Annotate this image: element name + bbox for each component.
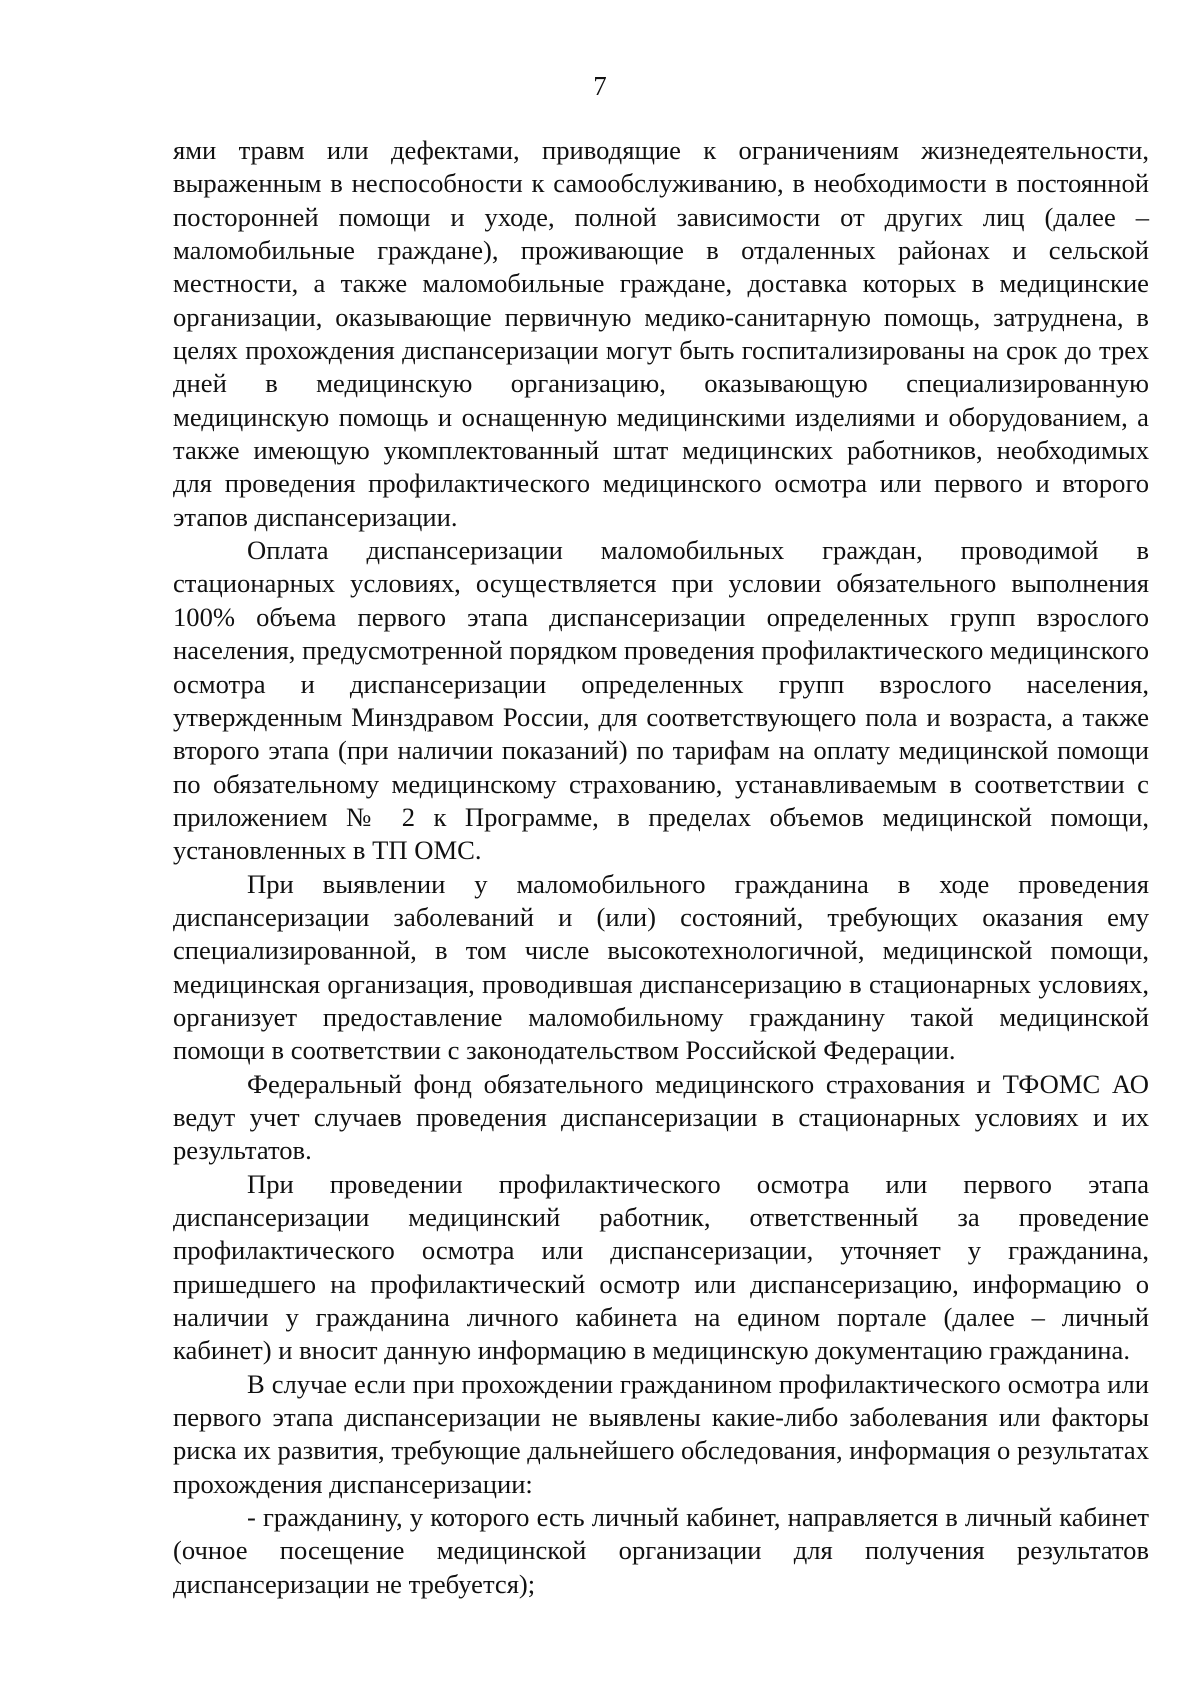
page-number: 7	[593, 71, 607, 101]
paragraph-5: При проведении профилактического осмотра или первого этапа диспансеризации медицинский работник, ответственный за проведение профилактического осмотра или диспансеризации, уточняет у гражданина, пришедшего на профилактический осмотр или диспансеризацию, информацию о наличии у гражданина личного кабинета на едином портале (далее – личный кабинет) и вносит данную информацию в медицинскую документацию гражданина.	[173, 1168, 1149, 1366]
paragraph-4: Федеральный фонд обязательного медицинского страхования и ТФОМС АО ведут учет случаев проведения диспансеризации в стационарных условиях и их результатов.	[173, 1068, 1149, 1166]
paragraph-7-list-item: - гражданину, у которого есть личный кабинет, направляется в личный кабинет (очное посещение медицинской организации для получения результатов диспансеризации не требуется);	[173, 1502, 1149, 1599]
paragraph-3: При выявлении у маломобильного гражданина в ходе проведения диспансеризации заболеваний и (или) состояний, требующих оказания ему специализированной, в том числе высокотехнологичной, медицинской помощи, медицинская организация, проводившая диспансеризацию в стационарных условиях, организует предоставление маломобильному гражданину такой медицинской помощи в соответствии с законодательством Российской Федерации.	[173, 868, 1149, 1066]
document-body	[173, 134, 1149, 1601]
paragraph-6: В случае если при прохождении гражданином профилактического осмотра или первого этапа диспансеризации не выявлены какие-либо заболевания или факторы риска их развития, требующие дальнейшего обследования, информация о результатах прохождения диспансеризации:	[173, 1368, 1149, 1499]
paragraph-1: ями травм или дефектами, приводящие к ограничениям жизнедеятельности, выраженным в неспособности к самообслуживанию, в необходимости в постоянной посторонней помощи и уходе, полной зависимости от других лиц (далее – маломобильные граждане), проживающие в отдаленных районах и сельской местности, а также маломобильные граждане, доставка которых в медицинские организации, оказывающие первичную медико-санитарную помощь, затруднена, в целях прохождения диспансеризации могут быть госпитализированы на срок до трех дней в медицинскую организацию, оказывающую специализированную медицинскую помощь и оснащенную медицинскими изделиями и оборудованием, а также имеющую укомплектованный штат медицинских работников, необходимых для проведения профилактического медицинского осмотра или первого и второго этапов диспансеризации.	[173, 135, 1149, 532]
paragraph-2: Оплата диспансеризации маломобильных граждан, проводимой в стационарных условиях, осуществляется при условии обязательного выполнения 100% объема первого этапа диспансеризации определенных групп взрослого населения, предусмотренной порядком проведения профилактического медицинского осмотра и диспансеризации определенных групп взрослого населения, утвержденным Минздравом России, для соответствующего пола и возраста, а также второго этапа (при наличии показаний) по тарифам на оплату медицинской помощи по обязательному медицинскому страхованию, устанавливаемым в соответствии с приложением № 2 к Программе, в пределах объемов медицинской помощи, установленных в ТП ОМС.	[173, 535, 1149, 866]
